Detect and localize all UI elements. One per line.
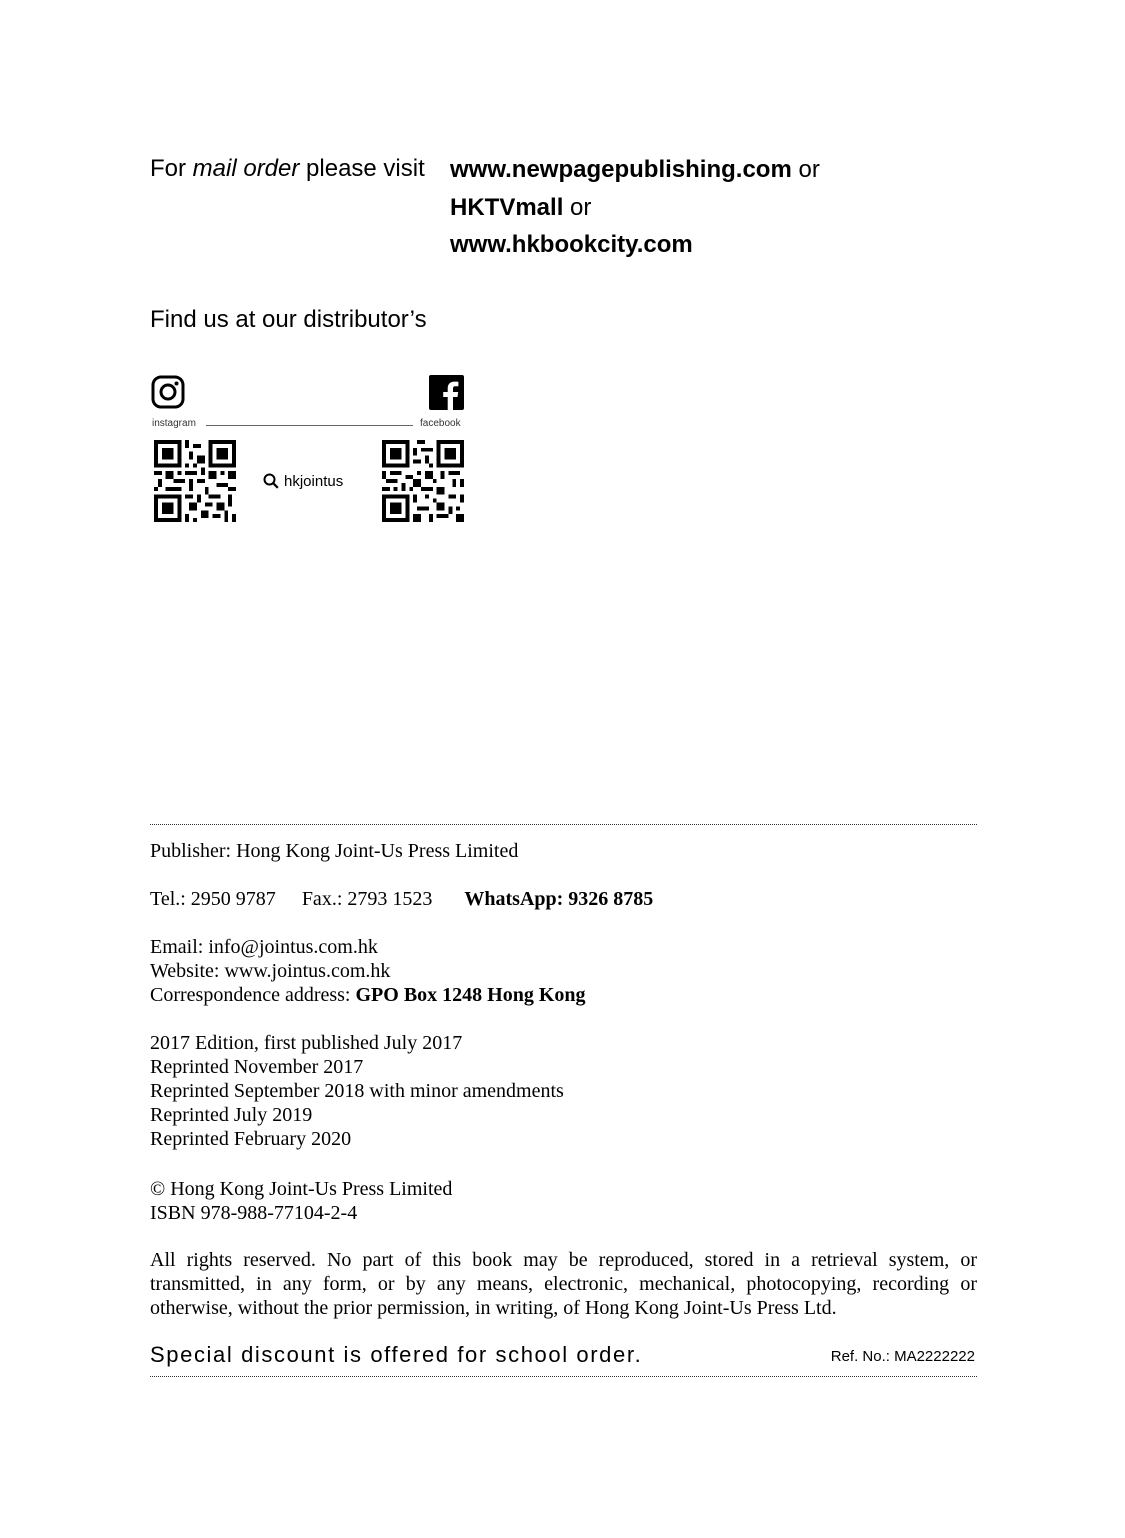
correspondence-label: Correspondence address: <box>150 984 356 1006</box>
instagram-icon[interactable] <box>151 375 185 409</box>
link-row <box>450 193 820 231</box>
search-icon <box>263 473 279 489</box>
reprint-line: Reprinted February 2020 <box>150 1128 352 1150</box>
website-line: Website: www.jointus.com.hk <box>150 960 391 982</box>
link-connector: or <box>563 193 592 221</box>
isbn-line: ISBN 978-988-77104-2-4 <box>150 1202 358 1224</box>
instagram-qr-code-icon[interactable] <box>152 440 238 522</box>
social-divider <box>206 425 413 426</box>
reprint-line: Reprinted July 2019 <box>150 1104 313 1126</box>
reprint-line: Reprinted September 2018 with minor amendments <box>150 1080 564 1102</box>
link-row <box>450 230 820 268</box>
contact-numbers <box>150 887 653 911</box>
reference-number: Ref. No.: MA2222222 <box>830 1348 975 1365</box>
mail-order-prefix: For <box>150 155 193 182</box>
social-handle[interactable] <box>263 473 343 490</box>
hktvmall-link[interactable]: HKTVmall <box>450 193 564 221</box>
mail-order-links <box>450 155 820 268</box>
top-dotted-divider <box>150 824 977 825</box>
fax-number: Fax.: 2793 1523 <box>301 888 433 910</box>
mail-order-label <box>150 155 425 183</box>
social-handle-text: hkjointus <box>284 473 344 490</box>
bottom-dotted-divider <box>150 1376 977 1377</box>
facebook-label: facebook <box>420 418 461 429</box>
newpage-link[interactable]: www.newpagepublishing.com <box>450 156 792 183</box>
correspondence-value: GPO Box 1248 Hong Kong <box>355 984 586 1006</box>
tel-number: Tel.: 2950 9787 <box>150 888 276 910</box>
publisher-line: Publisher: Hong Kong Joint-Us Press Limited <box>150 840 519 862</box>
email-line: Email: info@jointus.com.hk <box>150 936 378 958</box>
link-connector: or <box>791 156 820 183</box>
copyright-line: © Hong Kong Joint-Us Press Limited <box>150 1178 453 1200</box>
find-us-heading: Find us at our distributor’s <box>150 306 427 333</box>
hkbookcity-link[interactable]: www.hkbookcity.com <box>450 231 693 258</box>
correspondence-line <box>150 983 586 1007</box>
rights-statement: All rights reserved. No part of this book may be reproduced, stored in a retrieval system, or transmitted, in any form, or by any means, electronic, mechanical, photocopying, recording or otherwise, without the prior permission, in writing, of Hong Kong Joint-Us Press Ltd. <box>150 1249 977 1319</box>
mail-order-suffix: please visit <box>299 155 425 182</box>
reprint-line: Reprinted November 2017 <box>150 1056 364 1078</box>
edition-line: 2017 Edition, first published July 2017 <box>150 1032 463 1054</box>
link-row <box>450 155 820 193</box>
mail-order-italic: mail order <box>192 155 300 182</box>
social-block <box>150 374 470 526</box>
instagram-label: instagram <box>152 418 196 429</box>
whatsapp-number: WhatsApp: 9326 8785 <box>464 888 654 910</box>
special-discount-note: Special discount is offered for school order. <box>150 1342 643 1367</box>
facebook-icon[interactable] <box>429 375 464 410</box>
facebook-qr-code-icon[interactable] <box>380 440 466 522</box>
